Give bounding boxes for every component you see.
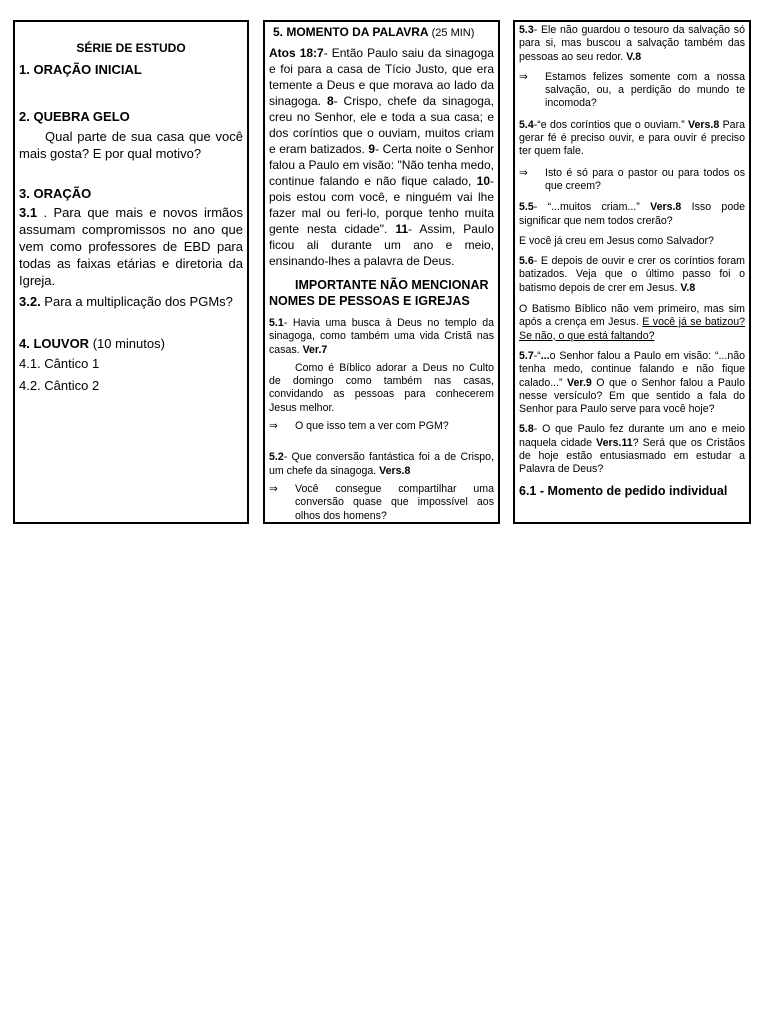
question-5-1: 5.1- Havia uma busca à Deus no templo da sinagoga, como também uma vida Cristã nas casas. Ver.7 <box>269 317 494 356</box>
question-5-8: 5.8- O que Paulo fez durante um ano e meio naquela cidade Vers.11? Será que os Cristãos de hoje estão entusiasmado em estudar a Palavra de Deus? <box>519 423 745 476</box>
section-3-heading: 3. ORAÇÃO <box>19 186 92 201</box>
question-5-6-followup: O Batismo Bíblico não vem primeiro, mas sim após a crença em Jesus. E você já se batizou? Se não, o que está faltando? <box>519 303 746 342</box>
arrow-right-icon: ⇒ <box>519 70 528 83</box>
prayer-item-2: 3.2. Para a multiplicação dos PGMs? <box>19 294 233 309</box>
question-5-2: 5.2- Que conversão fantástica foi a de Crispo, um chefe da sinagoga. Vers.8 <box>269 451 494 477</box>
question-5-6: 5.6- E depois de ouvir e crer os coríntios foram batizados. Veja que o último passo foi o batismo depois de crer em Jesus. V.8 <box>519 255 745 294</box>
prayer-item-1: 3.1 . Para que mais e novos irmãos assumam compromissos no ano que vem como professores de EBD para todas as faixas etárias e diretoria da Igreja. <box>19 205 243 288</box>
question-5-4-arrow-item: ⇒ Isto é só para o pastor ou para todos os que creem? <box>519 166 745 192</box>
panel-left <box>13 20 249 524</box>
prayer-item-2-num: 3.2. <box>19 294 41 309</box>
song-1: 4.1. Cântico 1 <box>19 356 100 371</box>
question-5-2-arrow-item: ⇒ Você consegue compartilhar uma conversão quase que impossível aos olhos dos homens? <box>269 482 494 522</box>
arrow-right-icon: ⇒ <box>269 482 278 495</box>
question-5-7: 5.7-“...o Senhor falou a Paulo em visão: “...não tenha medo, continue falando e não fique calado...” Ver.9 O que o Senhor falou a Paulo nesse versículo? Em que sentido a fala do Senhor para Paulo serve para você hoje? <box>519 349 745 416</box>
question-5-5: 5.5- “...muitos criam...” Vers.8 Isso pode significar que nem todos crerão? <box>519 201 745 227</box>
section-1-heading: 1. ORAÇÃO INICIAL <box>19 62 142 77</box>
question-5-3-arrow-item: ⇒ Estamos felizes somente com a nossa salvação, ou, a perdição do mundo te incomoda? <box>519 70 745 110</box>
question-5-5-followup: E você já creu em Jesus como Salvador? <box>519 234 714 247</box>
panel-middle <box>263 20 500 524</box>
arrow-right-icon: ⇒ <box>519 166 528 179</box>
section-6-1-heading: 6.1 - Momento de pedido individual <box>519 483 728 498</box>
question-5-4: 5.4-“e dos coríntios que o ouviam.” Vers.8 Para gerar fé é preciso ouvir, e para ouvir é preciso ter quem fale. <box>519 118 745 158</box>
arrow-right-icon: ⇒ <box>269 420 278 433</box>
section-5-heading: 5. MOMENTO DA PALAVRA (25 MIN) <box>273 25 475 39</box>
question-5-1-arrow-item: ⇒ O que isso tem a ver com PGM? <box>269 420 449 433</box>
section-2-heading: 2. QUEBRA GELO <box>19 109 130 124</box>
panel-right <box>513 20 751 524</box>
icebreaker-question: Qual parte de sua casa que você mais gosta? E por qual motivo? <box>19 129 243 161</box>
important-notice: IMPORTANTE NÃO MENCIONAR NOMES DE PESSOAS E IGREJAS <box>269 278 489 308</box>
section-4-heading: 4. LOUVOR (10 minutos) <box>19 336 165 351</box>
song-2: 4.2. Cântico 2 <box>19 378 100 393</box>
series-title: SÉRIE DE ESTUDO <box>76 41 186 55</box>
question-5-1-text: Como é Bíblico adorar a Deus no Culto de domingo como também nas casas, convidando as pessoas para conhecerem Jesus melhor. <box>269 361 494 414</box>
scripture-passage: Atos 18:7- Então Paulo saiu da sinagoga e foi para a casa de Tício Justo, que era temente a Deus e que morava ao lado da sinagoga. 8- Crispo, chefe da sinagoga, creu no Senhor, ele e toda a sua casa; e dos coríntios que o ouviam, muitos criam e eram batizados. 9- Certa noite o Senhor falou a Paulo em visão: "Não tenha medo, continue falando e não fique calado, 10- pois estou com você, e ninguém vai lhe fazer mal ou feri-lo, porque tenho muita gente nesta cidade". 11- Assim, Paulo ficou ali durante um ano e meio, ensinando-lhes a palavra de Deus. <box>269 46 494 268</box>
question-5-3: 5.3- Ele não guardou o tesouro da salvação só para si, mas buscou a salvação também das pessoas ao seu redor. V.8 <box>519 24 745 63</box>
prayer-item-1-num: 3.1 <box>19 205 38 220</box>
